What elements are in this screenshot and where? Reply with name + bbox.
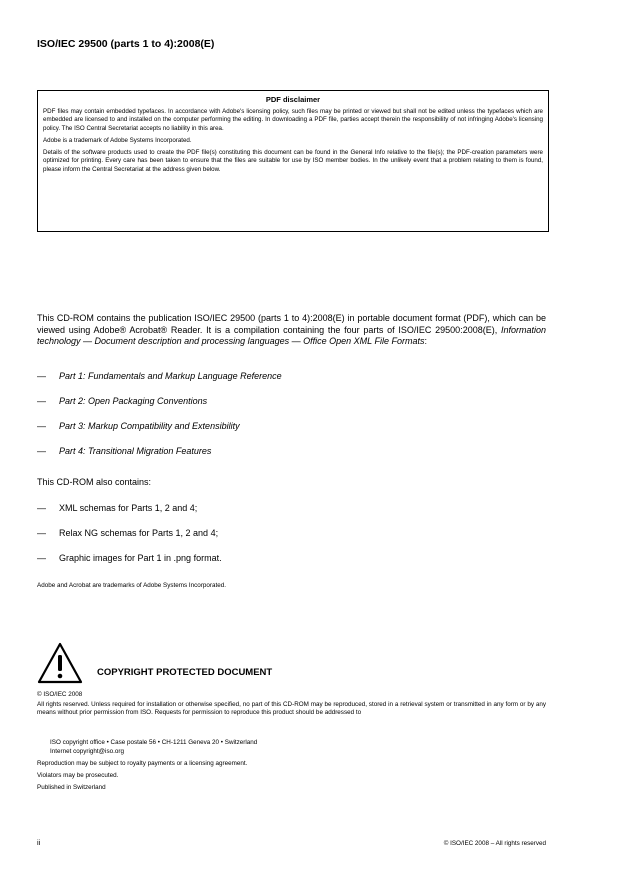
also-list-item [37, 503, 197, 513]
part-label: Part 1: Fundamentals and Markup Language Reference [59, 371, 282, 381]
list-dash: — [37, 446, 46, 456]
also-contains-heading: This CD-ROM also contains: [37, 477, 152, 487]
published-note: Published in Switzerland [37, 784, 106, 791]
copyright-heading: COPYRIGHT PROTECTED DOCUMENT [97, 667, 273, 678]
intro-paragraph [37, 313, 546, 348]
disclaimer-paragraph: Details of the software products used to create the PDF file(s) constituting this document can be found in the General Info relative to the file(s); the PDF-creation parameters were optimized for printing. Every care has been taken to ensure that the files are suitable for use by ISO member bodies. In the unlikely event that a problem relating to them is found, please inform the Central Secretariat at the address given below. [43, 149, 543, 173]
also-list-item [37, 553, 222, 563]
also-label: XML schemas for Parts 1, 2 and 4; [59, 503, 198, 513]
list-dash: — [37, 421, 46, 431]
footer-rights: © ISO/IEC 2008 – All rights reserved [443, 840, 546, 847]
part-label: Part 4: Transitional Migration Features [59, 446, 212, 456]
copyright-address: ISO copyright office • Case postale 56 • CH-1211 Geneva 20 • Switzerland [50, 739, 258, 746]
intro-italic-title: Information technology — Document description and processing languages — Office Open XML File Formats [37, 324, 546, 347]
part-list-item [37, 371, 282, 381]
violators-note: Violators may be prosecuted. [37, 772, 119, 779]
part-label: Part 2: Open Packaging Conventions [59, 396, 208, 406]
list-dash: — [37, 553, 46, 563]
list-dash: — [37, 396, 46, 406]
royalty-note: Reproduction may be subject to royalty payments or a licensing agreement. [37, 760, 248, 767]
list-dash: — [37, 528, 46, 538]
also-label: Graphic images for Part 1 in .png format. [59, 553, 222, 563]
rights-statement: All rights reserved. Unless required for installation or otherwise specified, no part of this CD-ROM may be reproduced, stored in a retrieval system or transmitted in any form or by any means without prior permission from ISO. Requests for permission to reproduce this product should be addressed to [37, 701, 546, 717]
pdf-disclaimer-box [37, 90, 549, 232]
also-list-item [37, 528, 218, 538]
intro-tail: : [424, 336, 428, 347]
disclaimer-title: PDF disclaimer [265, 95, 321, 104]
part-list-item [37, 446, 211, 456]
also-label: Relax NG schemas for Parts 1, 2 and 4; [59, 528, 219, 538]
part-label: Part 3: Markup Compatibility and Extensibility [59, 421, 240, 431]
disclaimer-paragraph: Adobe is a trademark of Adobe Systems Incorporated. [43, 136, 192, 144]
list-dash: — [37, 503, 46, 513]
page-number: ii [37, 838, 41, 847]
trademark-note: Adobe and Acrobat are trademarks of Adobe Systems Incorporated. [37, 582, 227, 589]
intro-text: This CD-ROM contains the publication ISO/IEC 29500 (parts 1 to 4):2008(E) in portable document format (PDF), which can be viewed using Adobe® Acrobat® Reader. It is a compilation containing the four parts of ISO/IEC 29500:2008(E), [37, 313, 546, 335]
part-list-item [37, 421, 240, 431]
copyright-line: © ISO/IEC 2008 [37, 691, 83, 698]
part-list-item [37, 396, 207, 406]
list-dash: — [37, 371, 46, 381]
copyright-internet: Internet copyright@iso.org [50, 748, 124, 755]
disclaimer-paragraph: PDF files may contain embedded typefaces. In accordance with Adobe's licensing policy, such files may be printed or viewed but shall not be edited unless the typefaces which are embedded are licensed to and installed on the computer performing the editing. In downloading a PDF file, parties accept therein the responsibility of not infringing Adobe's licensing policy. The ISO Central Secretariat accepts no liability in this area. [43, 108, 543, 132]
warning-triangle-icon [37, 642, 83, 684]
document-title: ISO/IEC 29500 (parts 1 to 4):2008(E) [37, 38, 215, 50]
